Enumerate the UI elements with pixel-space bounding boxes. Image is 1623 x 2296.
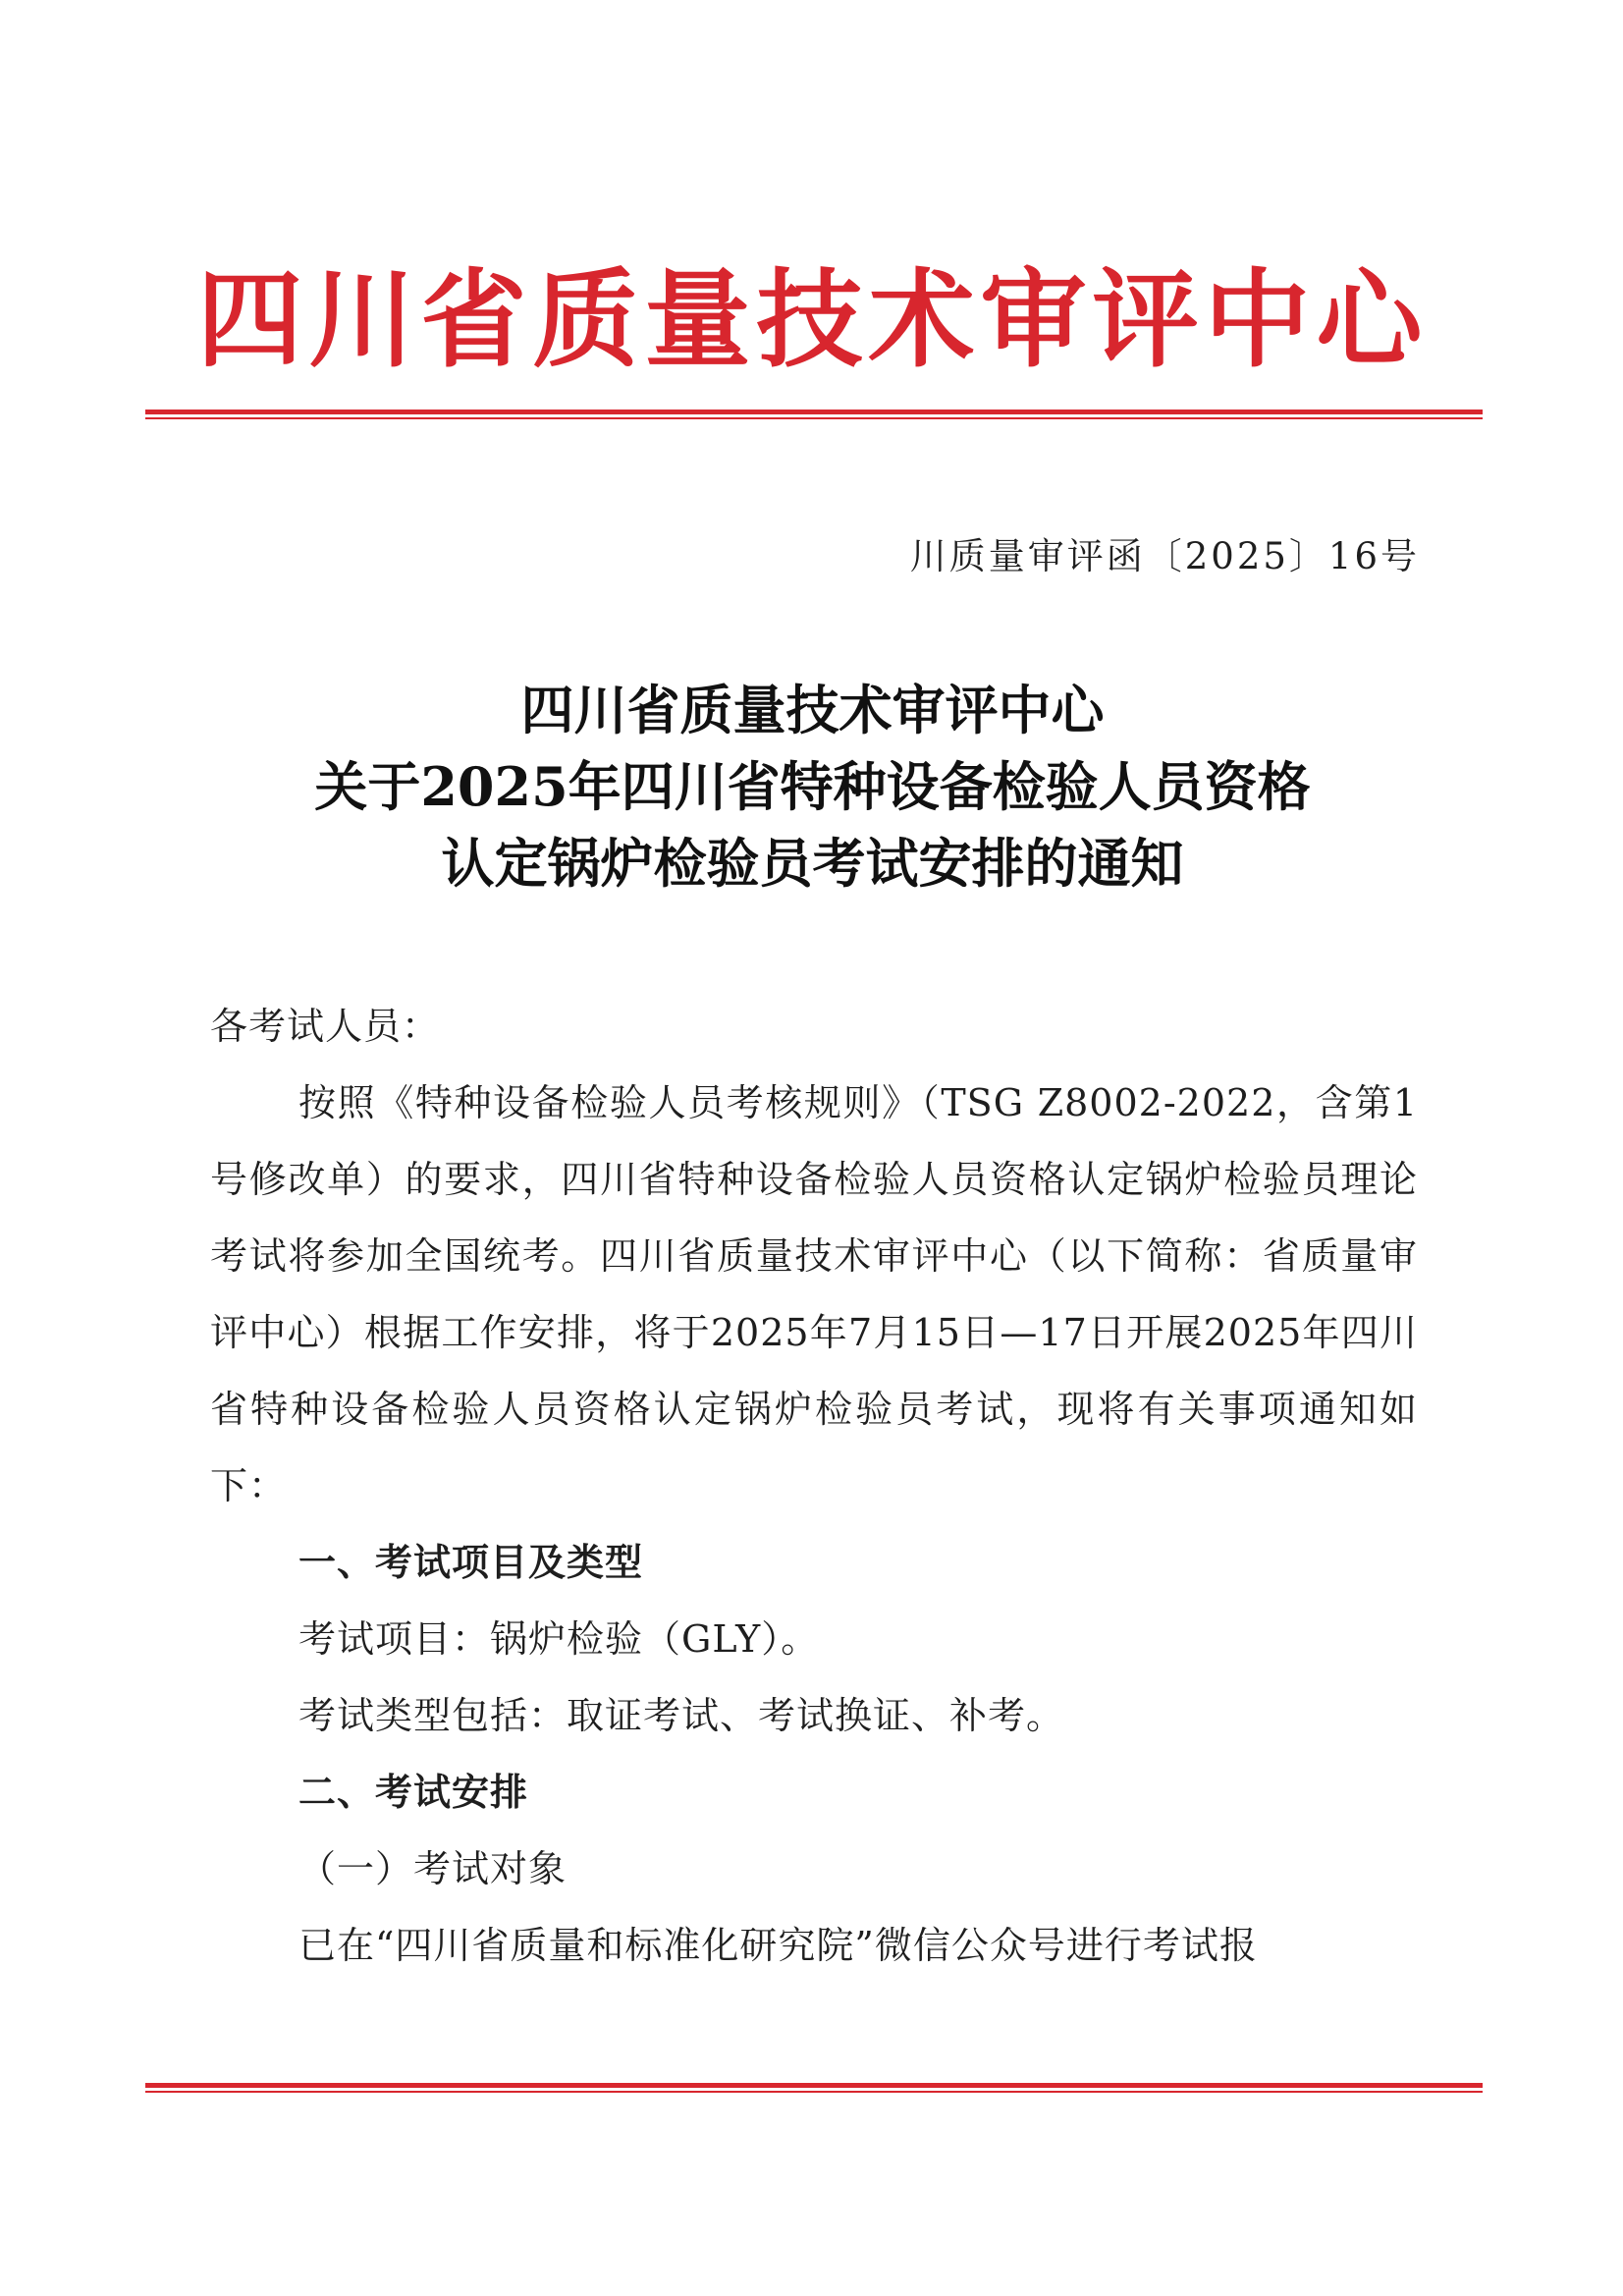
document-number: 川质量审评函〔2025〕16号 <box>909 535 1420 577</box>
exam-target-line: 已在“四川省质量和标准化研究院”微信公众号进行考试报 <box>298 1924 1258 1967</box>
intro-paragraph: 按照《特种设备检验人员考核规则》（TSG Z8002-2022，含第1号修改单）的要求，四川省特种设备检验人员资格认定锅炉检验员理论考试将参加全国统考。四川省质量技术审评中心（以下简称：省质量审评中心）根据工作安排，将于2025年7月15日—17日开展2025年四川省特种设备检验人员资格认定锅炉检验员考试，现将有关事项通知如下： <box>210 1081 1418 1507</box>
document-body <box>210 988 1418 1984</box>
salutation: 各考试人员： <box>210 1005 441 1048</box>
masthead-red-rule <box>145 410 1483 419</box>
masthead-org-name: 四川省质量技术审评中心 <box>196 259 1429 382</box>
document-title <box>147 672 1478 902</box>
exam-type-line: 考试类型包括：取证考试、考试换证、补考。 <box>298 1694 1065 1737</box>
title-line-2: 关于2025年四川省特种设备检验人员资格 <box>314 755 1311 818</box>
section-heading-exam-items: 一、考试项目及类型 <box>298 1541 644 1584</box>
footer-red-rule <box>145 2083 1483 2093</box>
subsection-heading-exam-target: （一）考试对象 <box>298 1847 568 1890</box>
exam-item-line: 考试项目：锅炉检验（GLY）。 <box>298 1617 820 1661</box>
section-heading-exam-arrangement: 二、考试安排 <box>298 1771 529 1814</box>
title-line-3: 认定锅炉检验员考试安排的通知 <box>441 832 1184 895</box>
title-line-1: 四川省质量技术审评中心 <box>520 679 1105 741</box>
